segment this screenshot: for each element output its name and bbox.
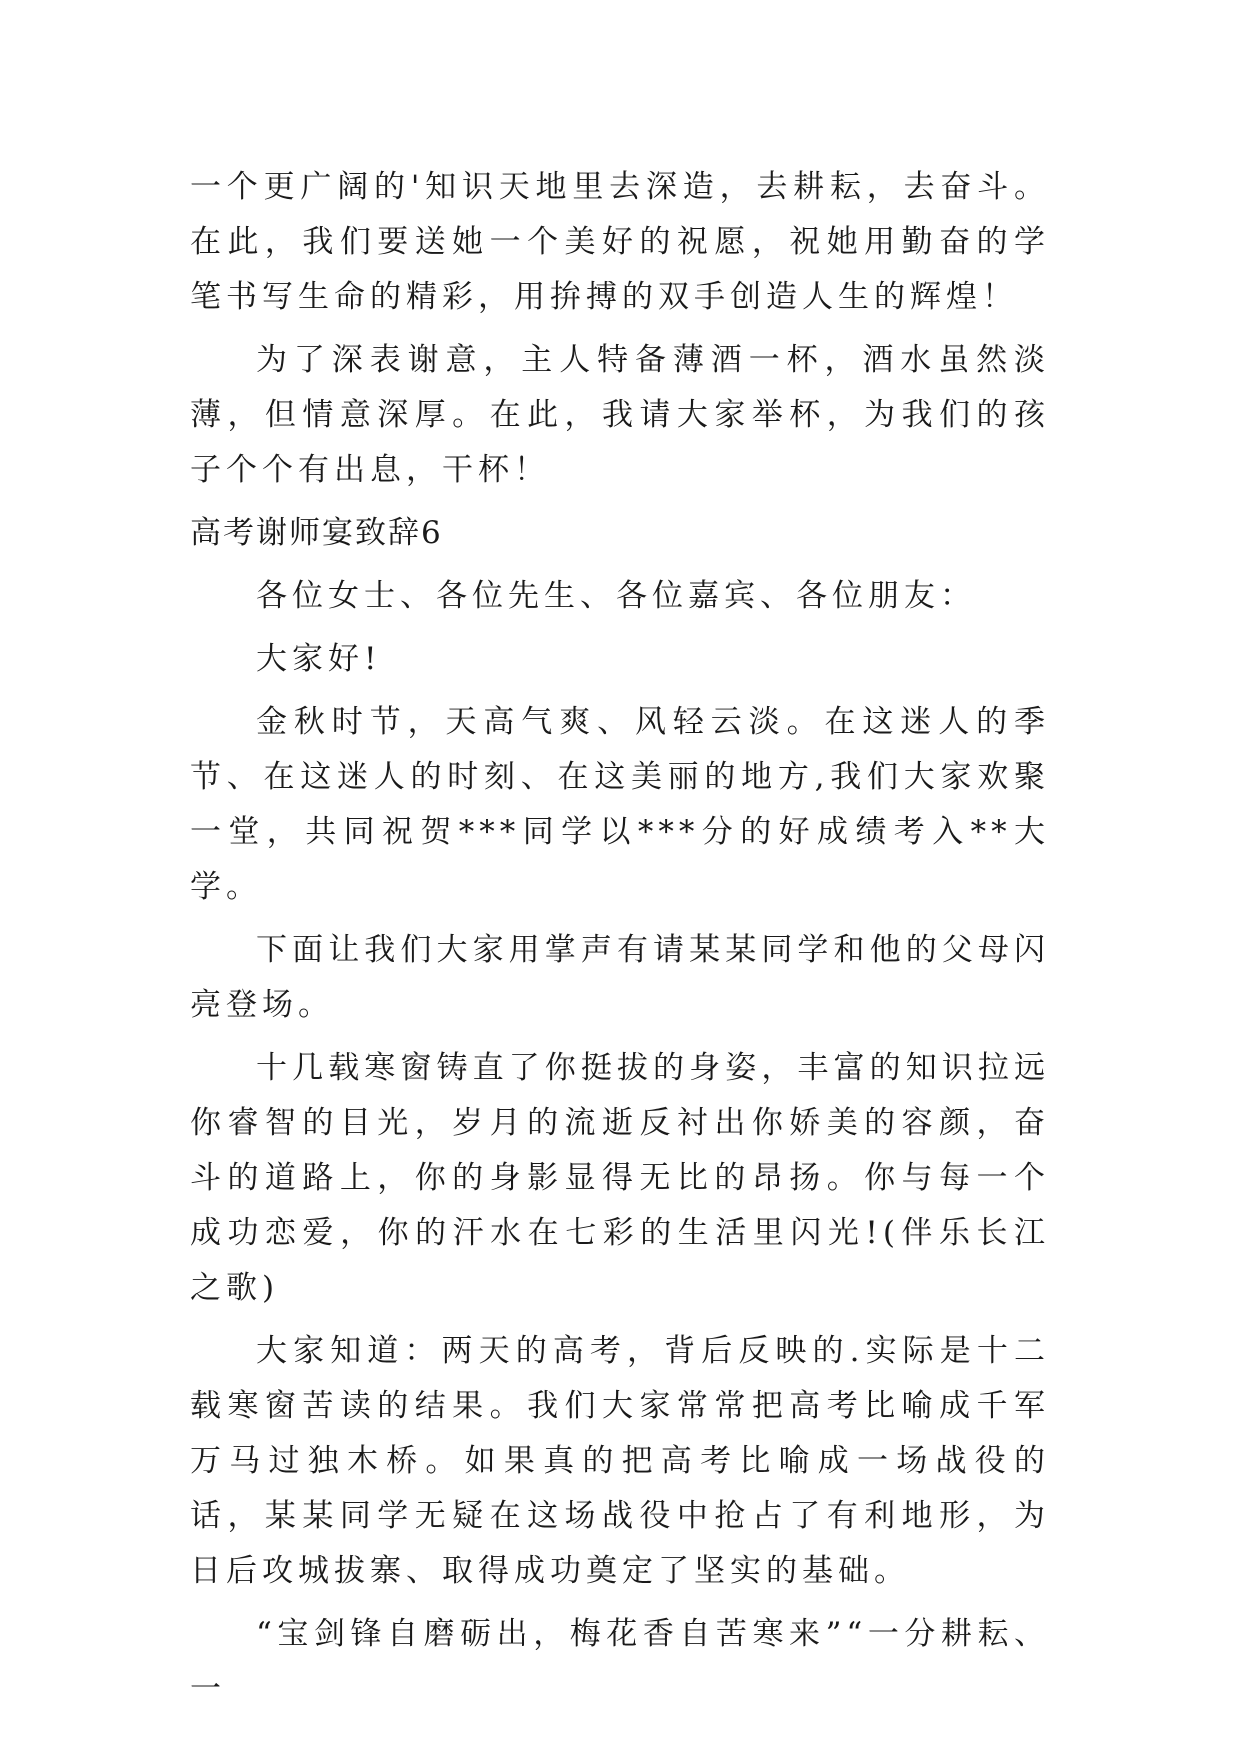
paragraph: 大家知道：两天的高考，背后反映的.实际是十二载寒窗苦读的结果。我们大家常常把高考比喻成千军万马过独木桥。如果真的把高考比喻成一场战役的话，某某同学无疑在这场战役中抢占了有利地形，为日后攻城拔寨、取得成功奠定了坚实的基础。 [190, 1333, 1050, 1589]
paragraph: 十几载寒窗铸直了你挺拔的身姿，丰富的知识拉远你睿智的目光，岁月的流逝反衬出你娇美的容颜，奋斗的道路上，你的身影显得无比的昂扬。你与每一个成功恋爱，你的汗水在七彩的生活里闪光!(伴乐长江之歌) [190, 1050, 1050, 1306]
paragraph: 为了深表谢意，主人特备薄酒一杯，酒水虽然淡薄，但情意深厚。在此，我请大家举杯，为我们的孩子个个有出息，干杯！ [190, 342, 1050, 488]
paragraph: 大家好! [256, 641, 382, 677]
paragraph: 下面让我们大家用掌声有请某某同学和他的父母闪亮登场。 [190, 932, 1050, 1023]
paragraph: 金秋时节，天高气爽、风轻云淡。在这迷人的季节、在这迷人的时刻、在这美丽的地方,我们大家欢聚一堂，共同祝贺***同学以***分的好成绩考入**大学。 [190, 704, 1050, 905]
document-body [190, 160, 1050, 1725]
section-title: 高考谢师宴致辞6 [190, 515, 443, 551]
paragraph: 各位女士、各位先生、各位嘉宾、各位朋友： [256, 578, 976, 614]
paragraph: “宝剑锋自磨砺出，梅花香自苦寒来”“一分耕耘、一 [190, 1616, 1050, 1707]
paragraph: 一个更广阔的'知识天地里去深造，去耕耘，去奋斗。在此，我们要送她一个美好的祝愿，祝她用勤奋的学笔书写生命的精彩，用拚搏的双手创造人生的辉煌！ [190, 169, 1050, 315]
